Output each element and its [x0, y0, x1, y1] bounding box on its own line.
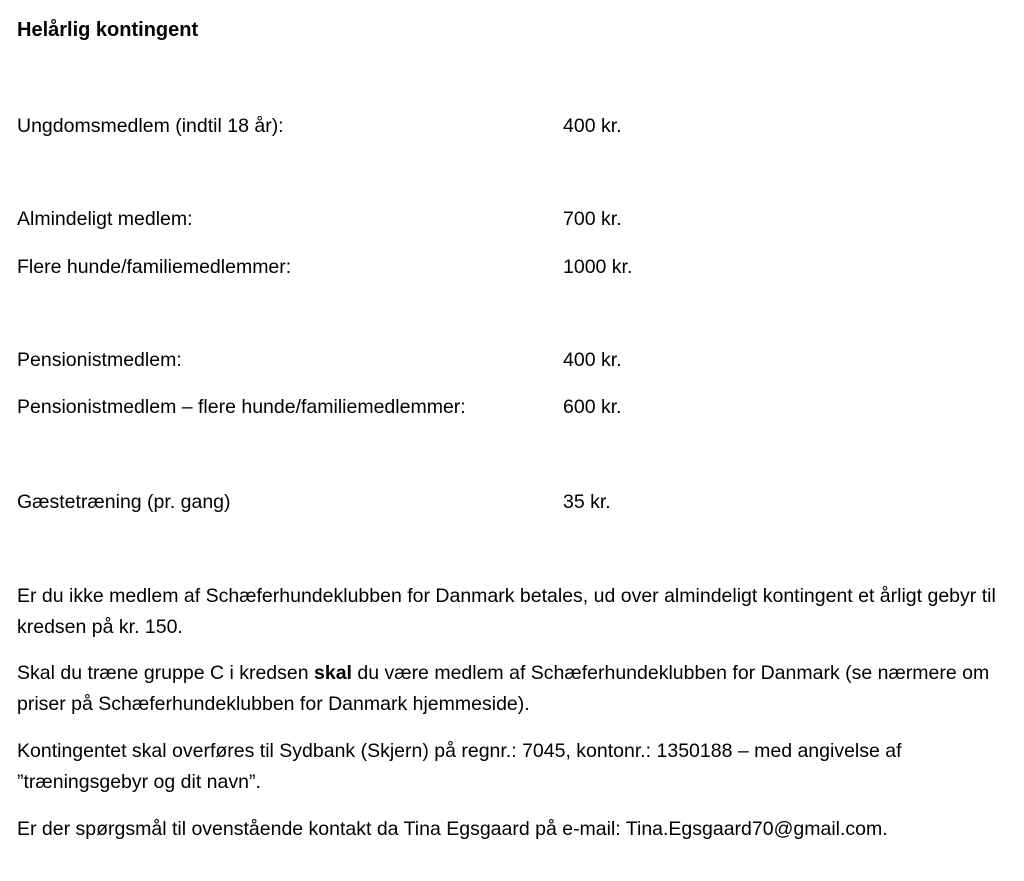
fee-price: 600 kr.: [563, 396, 622, 418]
group-c-text-continued: du være medlem af Schæferhundeklubben for Danmark (se nærmere om priser på Schæferhundeklubben for Danmark hjemmeside).: [17, 662, 990, 715]
fee-row-regular: [17, 205, 1007, 233]
payment-paragraph: Kontingentet skal overføres til Sydbank (Skjern) på regnr.: 7045, kontonr.: 1350188 – med angivelse af ”træningsgebyr og dit navn”.: [17, 740, 902, 793]
fee-label: Gæstetræning (pr. gang): [17, 491, 231, 513]
fee-price: 400 kr.: [563, 115, 622, 137]
group-c-text: Skal du træne gruppe C i kredsen: [17, 662, 314, 684]
page-title: Helårlig kontingent: [17, 19, 199, 41]
fee-label: Almindeligt medlem:: [17, 208, 193, 230]
fee-label: Ungdomsmedlem (indtil 18 år):: [17, 115, 284, 137]
fee-price: 1000 kr.: [563, 256, 633, 278]
fee-price: 400 kr.: [563, 349, 622, 371]
contact-paragraph: Er der spørgsmål til ovenstående kontakt da Tina Egsgaard på e-mail: Tina.Egsgaard70@gmail.com.: [17, 818, 888, 840]
group-c-emphasis: skal: [314, 662, 352, 684]
fee-row-guest: [17, 488, 1007, 516]
fee-price: 700 kr.: [563, 208, 622, 230]
fee-price: 35 kr.: [563, 491, 611, 513]
fee-row-pensioner-family: [17, 393, 1007, 421]
fee-row-pensioner: [17, 346, 1007, 374]
fee-row-family: [17, 253, 1007, 281]
fee-label: Flere hunde/familiemedlemmer:: [17, 256, 292, 278]
fee-label: Pensionistmedlem – flere hunde/familiemedlemmer:: [17, 396, 466, 418]
group-c-paragraph: [17, 658, 1007, 720]
fee-label: Pensionistmedlem:: [17, 349, 182, 371]
non-member-fee-paragraph: Er du ikke medlem af Schæferhundeklubben for Danmark betales, ud over almindeligt kontingent et årligt gebyr til kredsen på kr. 150.: [17, 585, 996, 638]
fee-row-youth: [17, 112, 1007, 140]
